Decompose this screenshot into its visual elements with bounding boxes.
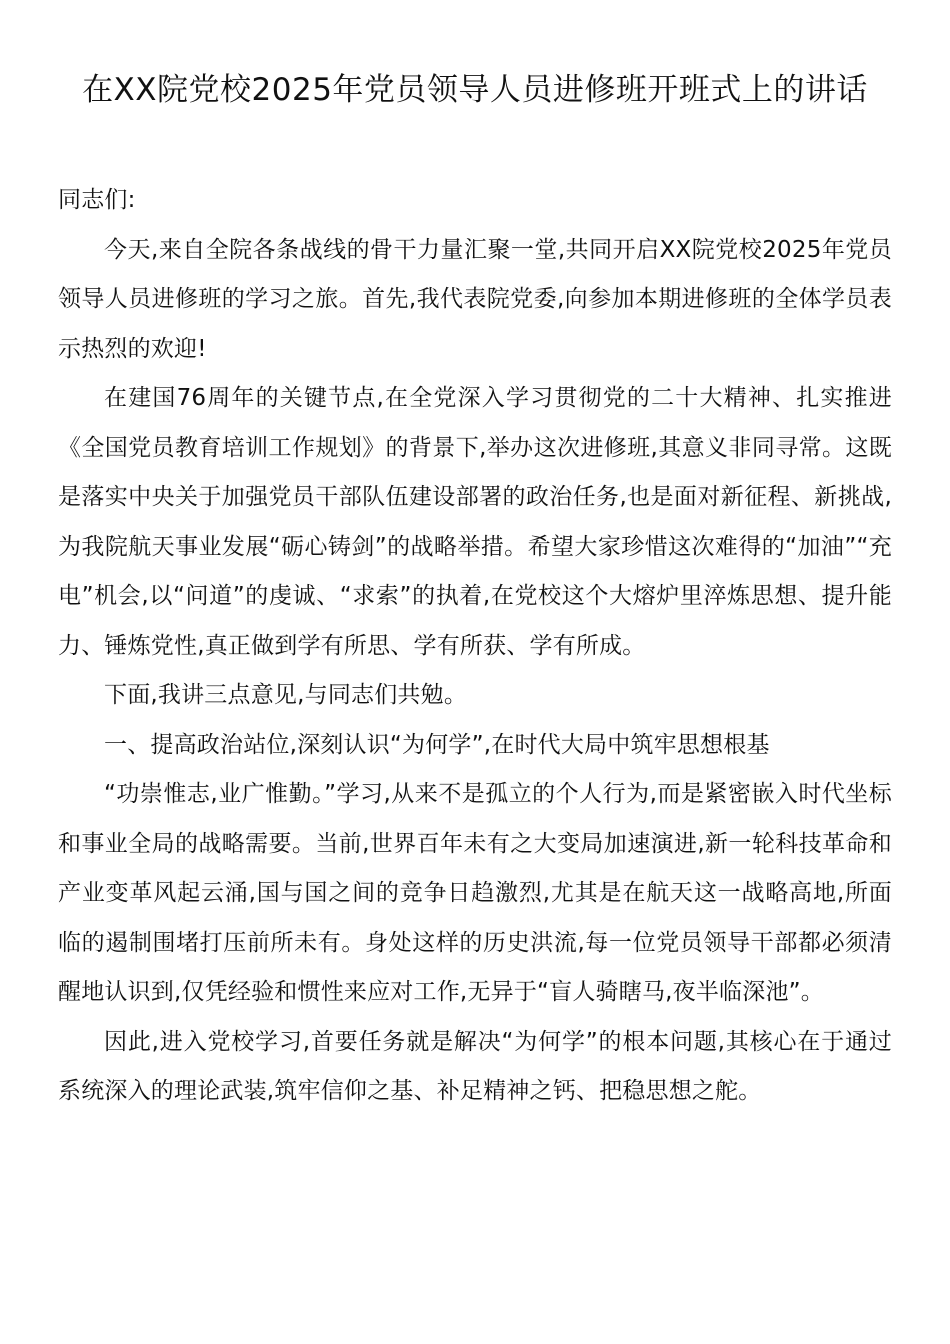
paragraph-section-1-a: “功崇惟志,业广惟勤。”学习,从来不是孤立的个人行为,而是紧密嵌入时代坐标和事业全局的战略需要。当前,世界百年未有之大变局加速演进,新一轮科技革命和产业变革风起云涌,国与国之间的竞争日趋激烈,尤其是在航天这一战略高地,所面临的遏制围堵打压前所未有。身处这样的历史洪流,每一位党员领导干部都必须清醒地认识到,仅凭经验和惯性来应对工作,无异于“盲人骑瞎马,夜半临深池”。 bbox=[58, 781, 892, 1005]
document-title: 在XX院党校2025年党员领导人员进修班开班式上的讲话 bbox=[82, 72, 868, 108]
paragraph-three-points: 下面,我讲三点意见,与同志们共勉。 bbox=[104, 682, 468, 708]
section-heading-1: 一、提高政治站位,深刻认识“为何学”,在时代大局中筑牢思想根基 bbox=[104, 731, 770, 758]
paragraph-significance: 在建国76周年的关键节点,在全党深入学习贯彻党的二十大精神、扎实推进《全国党员教育培训工作规划》的背景下,举办这次进修班,其意义非同寻常。这既是落实中央关于加强党员干部队伍建设部署的政治任务,也是面对新征程、新挑战,为我院航天事业发展“砺心铸剑”的战略举措。希望大家珍惜这次难得的“加油”“充电”机会,以“问道”的虔诚、“求索”的执着,在党校这个大熔炉里淬炼思想、提升能力、锤炼党性,真正做到学有所思、学有所获、学有所成。 bbox=[58, 385, 892, 659]
salutation: 同志们: bbox=[58, 187, 136, 213]
paragraph-welcome: 今天,来自全院各条战线的骨干力量汇聚一堂,共同开启XX院党校2025年党员领导人员进修班的学习之旅。首先,我代表院党委,向参加本期进修班的全体学员表示热烈的欢迎! bbox=[58, 236, 892, 362]
paragraph-section-1-b: 因此,进入党校学习,首要任务就是解决“为何学”的根本问题,其核心在于通过系统深入的理论武装,筑牢信仰之基、补足精神之钙、把稳思想之舵。 bbox=[58, 1028, 892, 1104]
